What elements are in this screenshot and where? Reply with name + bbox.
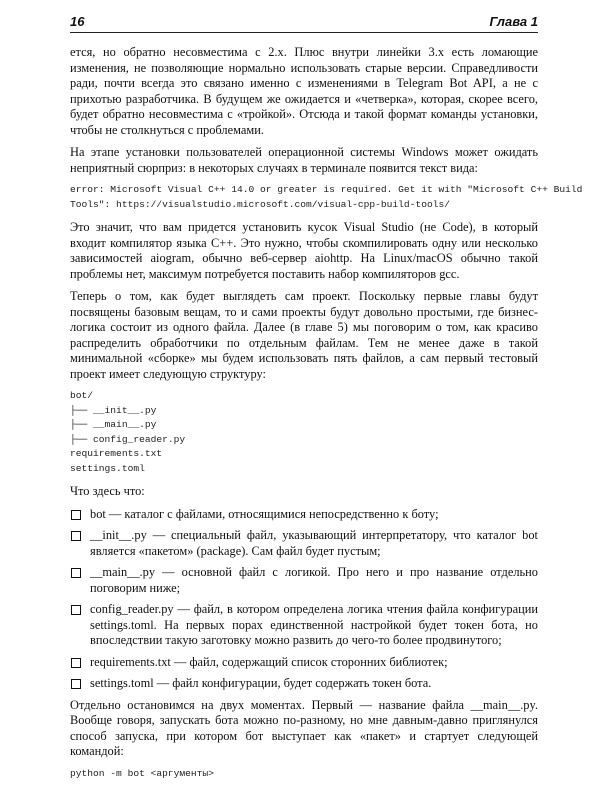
checkbox-bullet-icon: [71, 679, 81, 689]
tree-line: ├── __init__.py: [70, 404, 157, 416]
error-code-block: [70, 183, 583, 212]
list-item-text: __main__.py — основной файл с логикой. Про него и про название отдельно поговорим ниже;: [90, 565, 538, 595]
checkbox-bullet-icon: [71, 568, 81, 578]
list-item: [70, 655, 538, 671]
paragraph-what-is-what: Что здесь что:: [70, 484, 145, 498]
checkbox-bullet-icon: [71, 510, 81, 520]
paragraph-windows-warning: На этапе установки пользователей операционной системы Windows может ожидать неприятный сюрприз: в некоторых случаях в терминале появится текст вида:: [70, 145, 538, 175]
run-command: python -m bot <аргументы>: [70, 767, 214, 779]
chapter-title: Глава 1: [489, 14, 538, 29]
checkbox-bullet-icon: [71, 658, 81, 668]
list-item: [70, 528, 538, 559]
tree-line: settings.toml: [70, 462, 145, 474]
paragraph-continuation: ется, но обратно несовместима с 2.x. Плюс внутри линейки 3.x есть ломающие изменения, не позволяющие нормально использовать старые версии. Справедливости ради, почти всегда это связано именно с изменениями в Telegram Bot API, а не с прихотью разработчика. В будущем же ожидается и «четверка», которая, скорее всего, будет обратно несовместима с «тройкой». Отсюда и такой формат команды установки, чтобы не столкнуться с проблемами.: [70, 45, 538, 137]
list-item-text: settings.toml — файл конфигурации, будет содержать токен бота.: [90, 676, 432, 690]
code-line: error: Microsoft Visual C++ 14.0 or greater is required. Get it with "Microsoft C++ Build: [70, 184, 583, 195]
list-item-text: config_reader.py — файл, в котором определена логика чтения файла конфигурации settings.toml. На первых порах единственной настройкой будет токен бота, но впоследствии такую заготовку можно развить до чего-то более продвинутого;: [90, 602, 538, 647]
code-line: Tools": https://visualstudio.microsoft.com/visual-cpp-build-tools/: [70, 198, 450, 210]
checkbox-bullet-icon: [71, 531, 81, 541]
running-header: [70, 14, 538, 33]
tree-line: ├── __main__.py: [70, 419, 157, 430]
page-number: 16: [70, 14, 85, 29]
page-body: [70, 45, 583, 789]
checkbox-bullet-icon: [71, 605, 81, 615]
file-description-list: [70, 507, 538, 692]
list-item: [70, 676, 538, 692]
tree-line: requirements.txt: [70, 448, 163, 459]
tree-line: ├── config_reader.py: [70, 433, 186, 445]
list-item-text: __init__.py — специальный файл, указывающий интерпретатору, что каталог bot является «пакетом» (package). Сам файл будет пустым;: [90, 528, 538, 558]
paragraph-visual-studio: Это значит, что вам придется установить кусок Visual Studio (не Code), в который входит компилятор языка С++. Это нужно, чтобы скомпилировать одну или несколько зависимостей aiogram, обычно веб-сервер aiohttp. На Linux/macOS обычно такой проблемы нет, максимум потребуется поставить набор компиляторов gcc.: [70, 220, 538, 281]
list-item: [70, 507, 538, 523]
list-item: [70, 565, 538, 596]
run-command-block: [70, 767, 538, 782]
list-item: [70, 602, 538, 649]
tree-line: bot/: [70, 390, 94, 401]
list-item-text: bot — каталог с файлами, относящимися непосредственно к боту;: [90, 506, 439, 521]
list-item-text: requirements.txt — файл, содержащий список сторонних библиотек;: [90, 654, 448, 669]
paragraph-main-file: Отдельно остановимся на двух моментах. Первый — название файла __main__.py. Вообще говоря, запускать бота можно по-разному, но мне давным-давно приглянулся способ запуска, при котором бот выступает как «пакет» и стартует следующей командой:: [70, 697, 538, 758]
project-tree: [70, 389, 538, 476]
paragraph-project-structure: Теперь о том, как будет выглядеть сам проект. Поскольку первые главы будут посвящены базовым вещам, то и сами проекты будут довольно простыми, где бизнес-логика состоит из одного файла. Далее (в главе 5) мы поговорим о том, как красиво распределить обработчики по отдельным файлам. Тем не менее даже в такой минимальной «сборке» мы будем использовать пять файлов, а сам первый тестовый проект имеет следующую структуру:: [70, 289, 538, 381]
